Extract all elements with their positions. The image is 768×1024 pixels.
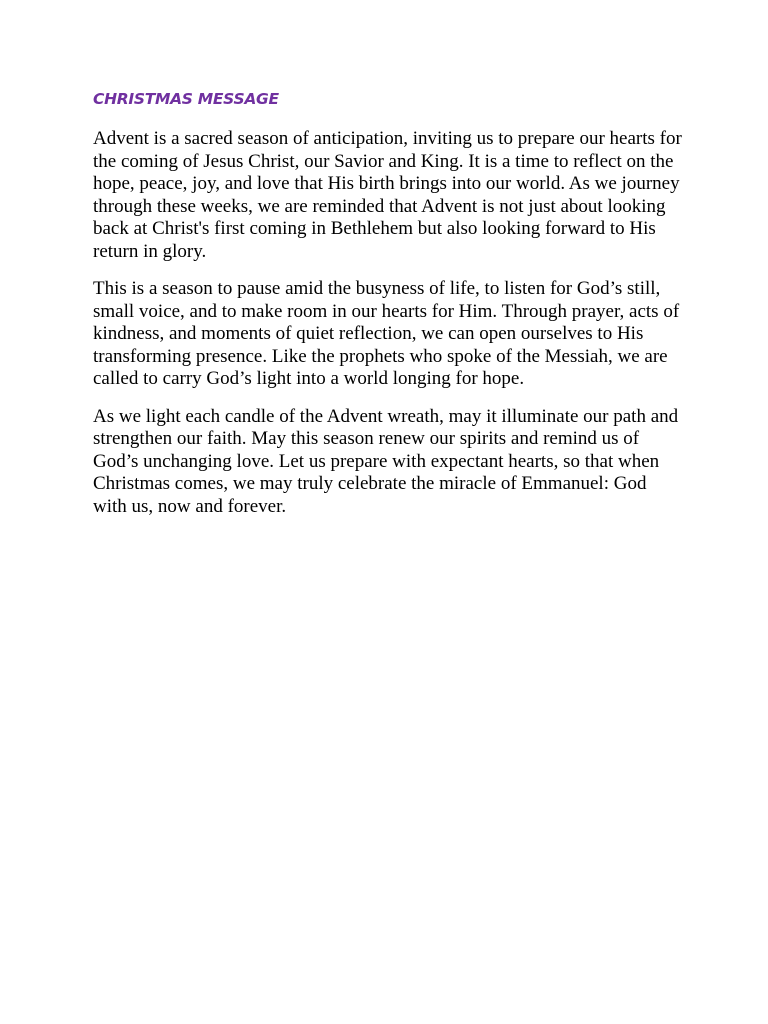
document-title: CHRISTMAS MESSAGE — [93, 90, 279, 108]
paragraph-2: This is a season to pause amid the busyness of life, to listen for God’s still, small voice, and to make room in our hearts for Him. Through prayer, acts of kindness, and moments of quiet reflection, we can open ourselves to His transforming presence. Like the prophets who spoke of the Messiah, we are called to carry God’s light into a world longing for hope. — [93, 278, 680, 389]
paragraph-1: Advent is a sacred season of anticipation, inviting us to prepare our hearts for the coming of Jesus Christ, our Savior and King. It is a time to reflect on the hope, peace, joy, and love that His birth brings into our world. As we journey through these weeks, we are reminded that Advent is not just about looking back at Christ's first coming in Bethlehem but also looking forward to His return in glory. — [93, 128, 682, 262]
paragraph-3: As we light each candle of the Advent wreath, may it illuminate our path and strengthen our faith. May this season renew our spirits and remind us of God’s unchanging love. Let us prepare with expectant hearts, so that when Christmas comes, we may truly celebrate the miracle of Emmanuel: God with us, now and forever. — [93, 405, 679, 517]
document-body — [93, 88, 683, 533]
